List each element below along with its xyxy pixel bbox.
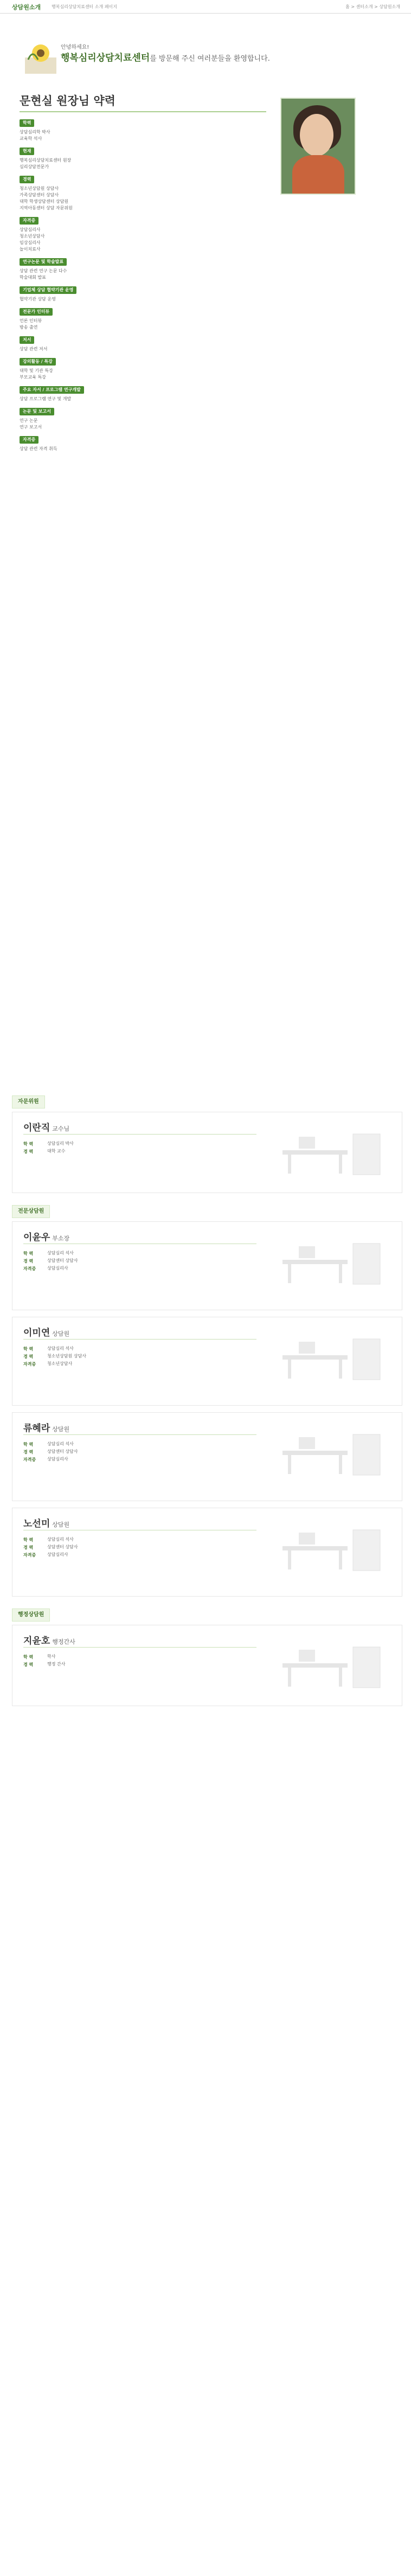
name-divider: [23, 1434, 256, 1435]
director-section-tag: 자격증: [20, 436, 38, 444]
staff-row-value: 행정 간사: [47, 1662, 66, 1667]
staff-row-label: 자격증: [23, 1266, 36, 1271]
director-section-line: 교육학 석사: [20, 136, 42, 141]
director-section-tag: 연구논문 및 학술발표: [20, 258, 67, 266]
staff-row-label: 경 력: [23, 1662, 34, 1667]
staff-row-value: 상담심리 석사: [47, 1441, 74, 1446]
staff-name-text: 이미연: [23, 1328, 50, 1338]
name-divider: [23, 1134, 256, 1135]
director-section-tag: 기업체 상담 협약기관 운영: [20, 286, 76, 294]
director-section-line: 가족상담센터 상담사: [20, 193, 59, 197]
director-section-line: 학술대회 발표: [20, 275, 46, 280]
staff-row-value: 상담센터 상담사: [47, 1258, 78, 1263]
director-section-line: 상담 프로그램 연구 및 개발: [20, 396, 72, 401]
page-title: 상담원소개: [12, 4, 41, 11]
staff-row-value: 상담심리 박사: [47, 1141, 74, 1146]
staff-name: [23, 1420, 69, 1434]
staff-row-label: 자격증: [23, 1553, 36, 1558]
name-divider: [23, 1647, 256, 1648]
director-section-tag: 전문가 인터뷰: [20, 308, 53, 316]
director-section-tag: 논문 및 보고서: [20, 408, 54, 415]
staff-row-value: 상담심리 석사: [47, 1346, 74, 1351]
director-section-line: 놀이치료사: [20, 247, 41, 252]
staff-section-header: 자문위원: [12, 1095, 45, 1108]
page-topbar: [0, 0, 411, 14]
office-illustration-icon: [272, 1227, 391, 1287]
director-title: 문현실 원장님 약력: [20, 94, 115, 107]
staff-role: 교수님: [52, 1125, 70, 1132]
staff-row-label: 학 력: [23, 1655, 34, 1659]
director-section-line: 상담심리사: [20, 227, 41, 232]
director-section-line: 대학 및 기관 특강: [20, 368, 53, 373]
staff-name: [23, 1229, 69, 1243]
staff-name: [23, 1120, 69, 1133]
director-section-line: 청소년상담사: [20, 234, 45, 239]
staff-row-label: 경 력: [23, 1545, 34, 1550]
staff-name: [23, 1516, 69, 1529]
director-section-line: 연구 보고서: [20, 425, 42, 430]
staff-row-label: 학 력: [23, 1251, 34, 1256]
staff-row-label: 학 력: [23, 1347, 34, 1351]
director-section-line: 청소년상담원 상담사: [20, 186, 59, 191]
director-section-line: 대학 학생상담센터 상담원: [20, 199, 69, 204]
director-section-line: 상담심리학 박사: [20, 130, 50, 134]
staff-row-label: 자격증: [23, 1362, 36, 1367]
director-section-line: 임상심리사: [20, 240, 41, 245]
staff-row-label: 학 력: [23, 1442, 34, 1447]
director-section-line: 협약기관 상담 운영: [20, 297, 56, 302]
staff-row-value: 상담심리사: [47, 1457, 68, 1462]
office-illustration-icon: [272, 1631, 391, 1690]
office-illustration-icon: [272, 1514, 391, 1573]
staff-row-value: 대학 교수: [47, 1149, 66, 1154]
banner-greeting: 안녕하세요!: [61, 44, 89, 50]
name-divider: [23, 1339, 256, 1340]
staff-row-value: 학사: [47, 1654, 56, 1659]
staff-card: [12, 1625, 402, 1706]
staff-card: [12, 1221, 402, 1310]
staff-card: [12, 1112, 402, 1193]
staff-card: [12, 1508, 402, 1597]
staff-role: 상담원: [52, 1426, 70, 1433]
staff-role: 상담원: [52, 1330, 70, 1337]
director-section-tag: 자격증: [20, 217, 38, 225]
director-section-line: 상담 관련 저서: [20, 347, 48, 351]
staff-section-header: 행정상담원: [12, 1609, 50, 1622]
director-section-tag: 경력: [20, 176, 34, 183]
staff-name-text: 이란직: [23, 1123, 50, 1133]
staff-row-value: 상담심리 석사: [47, 1537, 74, 1542]
staff-role: 행정간사: [52, 1638, 75, 1645]
director-section-line: 상담 관련 자격 취득: [20, 446, 57, 451]
staff-name-text: 지윤호: [23, 1636, 50, 1646]
director-section-line: 방송 출연: [20, 325, 38, 330]
staff-role: 부소장: [52, 1235, 70, 1242]
director-section-tag: 학력: [20, 119, 34, 127]
staff-name: [23, 1633, 75, 1646]
staff-row-label: 자격증: [23, 1457, 36, 1462]
director-photo: [280, 98, 356, 195]
banner-welcome-rest: 를 방문해 주신 여러분들을 환영합니다.: [150, 55, 270, 63]
director-section-tag: 강의활동 / 특강: [20, 358, 56, 366]
staff-name-text: 류혜라: [23, 1423, 50, 1434]
page-description: 행복심리상담치료센터 소개 페이지: [52, 4, 118, 9]
director-section-line: 상담 관련 연구 논문 다수: [20, 268, 67, 273]
title-divider: [20, 111, 266, 112]
staff-card: [12, 1317, 402, 1406]
director-section-line: 부모교육 특강: [20, 375, 46, 380]
staff-row-value: 청소년상담원 상담사: [47, 1354, 87, 1359]
office-illustration-icon: [272, 1323, 391, 1382]
staff-row-value: 상담심리사: [47, 1552, 68, 1557]
office-illustration-icon: [272, 1418, 391, 1478]
director-section-line: 심리상담전문가: [20, 164, 49, 169]
staff-row-value: 상담센터 상담사: [47, 1545, 78, 1549]
banner-welcome: [61, 50, 270, 63]
staff-row-label: 학 력: [23, 1537, 34, 1542]
director-section-line: 행복심리상담치료센터 원장: [20, 158, 72, 163]
center-name: 행복심리상담치료센터: [61, 53, 150, 63]
director-section-tag: 저서: [20, 336, 34, 344]
staff-row-label: 경 력: [23, 1354, 34, 1359]
staff-role: 상담원: [52, 1521, 70, 1528]
staff-row-value: 청소년상담사: [47, 1361, 73, 1366]
staff-name-text: 노선미: [23, 1518, 50, 1529]
staff-row-label: 경 력: [23, 1450, 34, 1454]
staff-name-text: 이윤우: [23, 1232, 50, 1243]
staff-row-label: 경 력: [23, 1259, 34, 1264]
director-section-tag: 현재: [20, 148, 34, 155]
director-section-line: 지역아동센터 상담 자문위원: [20, 206, 73, 210]
office-illustration-icon: [272, 1118, 391, 1177]
staff-row-label: 학 력: [23, 1142, 34, 1146]
director-section-line: 언론 인터뷰: [20, 318, 42, 323]
director-section-tag: 주요 자서 / 프로그램 연구개발: [20, 386, 84, 394]
welcome-banner: [12, 33, 401, 81]
staff-card: [12, 1412, 402, 1501]
flower-illustration-icon: [22, 38, 60, 76]
staff-name: [23, 1325, 69, 1338]
director-section-line: 연구 논문: [20, 418, 38, 423]
staff-row-value: 상담심리사: [47, 1266, 68, 1271]
breadcrumb: 홈 > 센터소개 > 상담원소개: [345, 4, 400, 9]
staff-row-value: 상담심리 석사: [47, 1251, 74, 1255]
staff-section-header: 전문상담원: [12, 1205, 50, 1218]
staff-row-label: 경 력: [23, 1149, 34, 1154]
staff-row-value: 상담센터 상담사: [47, 1449, 78, 1454]
